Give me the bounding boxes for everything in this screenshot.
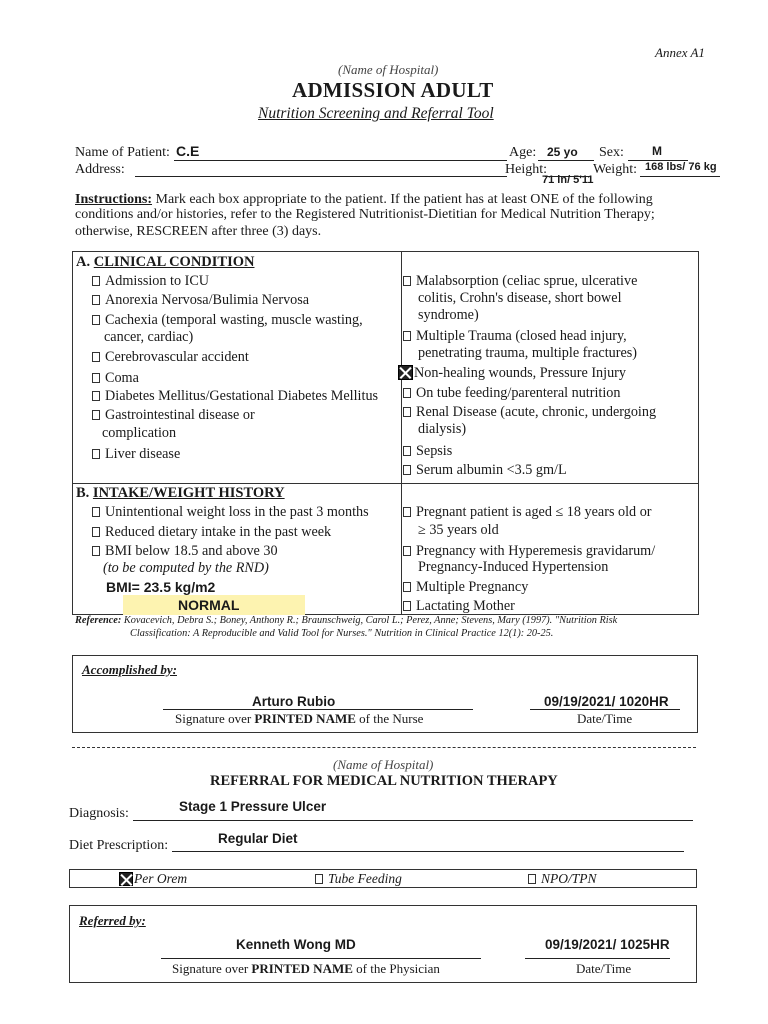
patient-name-label: Name of Patient: — [75, 145, 170, 160]
empty-checkbox-icon[interactable] — [403, 507, 411, 517]
checkbox-sepsis[interactable] — [403, 442, 452, 460]
empty-checkbox-icon[interactable] — [403, 331, 411, 341]
checked-checkbox-icon[interactable] — [398, 365, 413, 380]
physician-datetime[interactable]: 09/19/2021/ 1025HR — [545, 937, 670, 952]
empty-checkbox-icon[interactable] — [92, 410, 100, 420]
history-label: BMI below 18.5 and above 30 — [105, 543, 278, 559]
checkbox-icu[interactable] — [92, 272, 209, 290]
checkbox-diabetes[interactable] — [92, 387, 378, 405]
checkbox-weight-loss[interactable] — [92, 503, 369, 521]
condition-label: On tube feeding/parenteral nutrition — [416, 385, 621, 401]
empty-checkbox-icon[interactable] — [92, 527, 100, 537]
patient-name-line — [174, 160, 507, 161]
nurse-datetime[interactable]: 09/19/2021/ 1020HR — [544, 694, 669, 709]
section-a-header — [76, 254, 254, 271]
checkbox-cva[interactable] — [92, 348, 249, 366]
condition-continuation: colitis, Crohn's disease, short bowel — [418, 290, 622, 306]
weight-label: Weight: — [593, 162, 637, 177]
empty-checkbox-icon[interactable] — [92, 276, 100, 286]
condition-label: Non-healing wounds, Pressure Injury — [414, 365, 626, 381]
nurse-name[interactable]: Arturo Rubio — [252, 694, 336, 709]
nurse-signature-caption — [175, 711, 423, 727]
section-b-prefix: B. — [76, 485, 90, 501]
caption-text: of the Nurse — [355, 711, 424, 726]
section-b-header — [76, 485, 285, 502]
caption-text: of the Physician — [352, 961, 440, 976]
empty-checkbox-icon[interactable] — [403, 601, 411, 611]
physician-signature-line — [161, 958, 481, 959]
sex-value: M — [652, 144, 662, 158]
checkbox-cachexia[interactable] — [92, 311, 363, 329]
checkbox-multiple-trauma[interactable] — [403, 327, 627, 345]
condition-continuation: cancer, cardiac) — [104, 329, 194, 345]
section-a-prefix: A. — [76, 254, 91, 270]
option-label: Tube Feeding — [328, 871, 402, 886]
checkbox-liver[interactable] — [92, 445, 180, 463]
checkbox-bmi[interactable] — [92, 542, 278, 560]
condition-label: Renal Disease (acute, chronic, undergoing — [416, 404, 657, 420]
empty-checkbox-icon[interactable] — [403, 465, 411, 475]
empty-checkbox-icon[interactable] — [92, 295, 100, 305]
diagnosis-line — [133, 820, 693, 821]
condition-label: Malabsorption (celiac sprue, ulcerative — [416, 273, 638, 289]
weight-value: 168 lbs/ 76 kg — [645, 161, 717, 173]
checkbox-reduced-intake[interactable] — [92, 523, 331, 541]
empty-checkbox-icon[interactable] — [403, 388, 411, 398]
nurse-datetime-line — [530, 709, 680, 710]
checkbox-malabsorption[interactable] — [403, 272, 637, 290]
empty-checkbox-icon[interactable] — [92, 352, 100, 362]
referral-hospital-placeholder: (Name of Hospital) — [333, 757, 434, 772]
accomplished-by-label: Accomplished by: — [82, 662, 177, 677]
section-a-title: CLINICAL CONDITION — [93, 254, 255, 270]
instructions-label: Instructions: — [75, 192, 153, 207]
condition-label: Cachexia (temporal wasting, muscle wasting, — [105, 312, 363, 328]
caption-text: Signature over — [175, 711, 255, 726]
checkbox-coma[interactable] — [92, 369, 139, 387]
checkbox-serum-albumin[interactable] — [403, 461, 567, 479]
bmi-note: (to be computed by the RND) — [103, 560, 269, 576]
physician-datetime-line — [525, 958, 670, 959]
empty-checkbox-icon[interactable] — [92, 507, 100, 517]
referred-by-label: Referred by: — [79, 913, 146, 928]
empty-checkbox-icon[interactable] — [92, 315, 100, 325]
diagnosis-label: Diagnosis: — [69, 806, 129, 821]
criteria-table-divider — [401, 251, 402, 615]
height-value: 71 in/ 5'11 — [542, 174, 594, 186]
caption-bold: PRINTED NAME — [254, 711, 356, 726]
checkbox-pregnant-age[interactable] — [403, 503, 652, 521]
caption-text: Signature over — [172, 961, 252, 976]
checkbox-multiple-pregnancy[interactable] — [403, 578, 528, 596]
empty-checkbox-icon[interactable] — [403, 546, 411, 556]
empty-checkbox-icon[interactable] — [92, 391, 100, 401]
condition-continuation: syndrome) — [418, 307, 479, 323]
instructions-line-3: otherwise, RESCREEN after three (3) days. — [75, 224, 322, 239]
reference-line-1: Kovacevich, Debra S.; Boney, Anthony R.; Braunschweig, Carol L.; Perez, Anne; Stevens, Mary (1997). "Nutrition Risk — [123, 615, 618, 626]
empty-checkbox-icon[interactable] — [403, 407, 411, 417]
option-tube-feeding[interactable] — [315, 870, 402, 888]
hospital-name-placeholder: (Name of Hospital) — [338, 62, 439, 77]
physician-datetime-caption: Date/Time — [576, 961, 632, 976]
checkbox-lactating[interactable] — [403, 597, 515, 615]
empty-checkbox-icon[interactable] — [528, 874, 536, 884]
diet-prescription-value[interactable]: Regular Diet — [218, 831, 298, 846]
height-label: Height: — [505, 162, 547, 177]
condition-label: Sepsis — [416, 443, 453, 459]
address-label: Address: — [75, 162, 125, 177]
bmi-value: BMI= 23.5 kg/m2 — [106, 579, 216, 595]
diet-prescription-line — [172, 851, 684, 852]
checkbox-tube-feeding[interactable] — [403, 384, 620, 402]
nurse-datetime-caption: Date/Time — [577, 711, 633, 726]
empty-checkbox-icon[interactable] — [92, 373, 100, 383]
condition-label: Coma — [105, 370, 139, 386]
annex-label: Annex A1 — [655, 45, 705, 60]
checkbox-renal-disease[interactable] — [403, 403, 656, 421]
age-value: 25 yo — [547, 145, 578, 159]
history-label: Pregnancy with Hyperemesis gravidarum/ — [416, 543, 656, 559]
history-label: Lactating Mother — [416, 598, 515, 614]
form-title: ADMISSION ADULT — [292, 78, 494, 102]
condition-label: Admission to ICU — [105, 273, 210, 289]
history-continuation: Pregnancy-Induced Hypertension — [418, 559, 609, 575]
reference-label: Reference: — [75, 615, 122, 626]
history-label: Reduced dietary intake in the past week — [105, 524, 332, 540]
section-b-title: INTAKE/WEIGHT HISTORY — [92, 485, 285, 501]
cut-line — [72, 747, 696, 748]
condition-continuation: penetrating trauma, multiple fractures) — [418, 345, 638, 361]
physician-name[interactable]: Kenneth Wong MD — [236, 937, 356, 952]
age-line — [538, 160, 594, 161]
option-label: Per Orem — [134, 871, 188, 886]
diet-prescription-label: Diet Prescription: — [69, 838, 169, 853]
age-label: Age: — [509, 145, 537, 160]
section-divider — [72, 483, 699, 484]
condition-label: Liver disease — [105, 446, 181, 462]
history-label: Pregnant patient is aged ≤ 18 years old or — [416, 504, 652, 520]
caption-bold: PRINTED NAME — [251, 961, 353, 976]
checkbox-non-healing-wounds[interactable] — [398, 364, 626, 382]
bmi-status: NORMAL — [178, 597, 240, 613]
address-line — [135, 176, 507, 177]
sex-label: Sex: — [599, 145, 624, 160]
condition-label: Cerebrovascular accident — [105, 349, 249, 365]
empty-checkbox-icon[interactable] — [403, 446, 411, 456]
option-npo-tpn[interactable] — [528, 870, 597, 888]
diagnosis-value[interactable]: Stage 1 Pressure Ulcer — [179, 799, 327, 814]
condition-continuation: dialysis) — [418, 421, 467, 437]
reference-line-2: Classification: A Reproducible and Valid Tool for Nurses." Nutrition in Clinical Practice 12(1): 20-25. — [130, 628, 554, 639]
physician-signature-caption — [172, 961, 440, 977]
patient-name-value: C.E — [176, 143, 200, 159]
condition-label: Gastrointestinal disease or — [105, 407, 255, 423]
history-continuation: ≥ 35 years old — [418, 522, 499, 538]
condition-label: Serum albumin <3.5 gm/L — [416, 462, 567, 478]
empty-checkbox-icon[interactable] — [403, 276, 411, 286]
history-label: Multiple Pregnancy — [416, 579, 529, 595]
option-per-orem[interactable] — [119, 870, 187, 888]
empty-checkbox-icon[interactable] — [315, 874, 323, 884]
form-subtitle: Nutrition Screening and Referral Tool — [258, 105, 494, 122]
checkbox-anorexia[interactable] — [92, 291, 309, 309]
history-label: Unintentional weight loss in the past 3 months — [105, 504, 369, 520]
condition-label: Anorexia Nervosa/Bulimia Nervosa — [105, 292, 310, 308]
referral-title: REFERRAL FOR MEDICAL NUTRITION THERAPY — [210, 773, 558, 789]
weight-line — [640, 176, 720, 177]
instructions-line-2: conditions and/or histories, refer to the Registered Nutritionist-Dietitian for Medical Nutrition Therapy; — [75, 207, 655, 222]
option-label: NPO/TPN — [541, 871, 597, 886]
condition-continuation: complication — [102, 425, 177, 441]
empty-checkbox-icon[interactable] — [403, 582, 411, 592]
empty-checkbox-icon[interactable] — [92, 449, 100, 459]
nurse-signature-line — [163, 709, 473, 710]
condition-label: Diabetes Mellitus/Gestational Diabetes Mellitus — [105, 388, 379, 404]
condition-label: Multiple Trauma (closed head injury, — [416, 328, 627, 344]
checkbox-gi-disease[interactable] — [92, 406, 255, 424]
empty-checkbox-icon[interactable] — [92, 546, 100, 556]
reference — [75, 615, 617, 626]
checked-checkbox-icon[interactable] — [119, 872, 133, 886]
instructions-line-1: Mark each box appropriate to the patient. If the patient has at least ONE of the following — [155, 192, 653, 207]
